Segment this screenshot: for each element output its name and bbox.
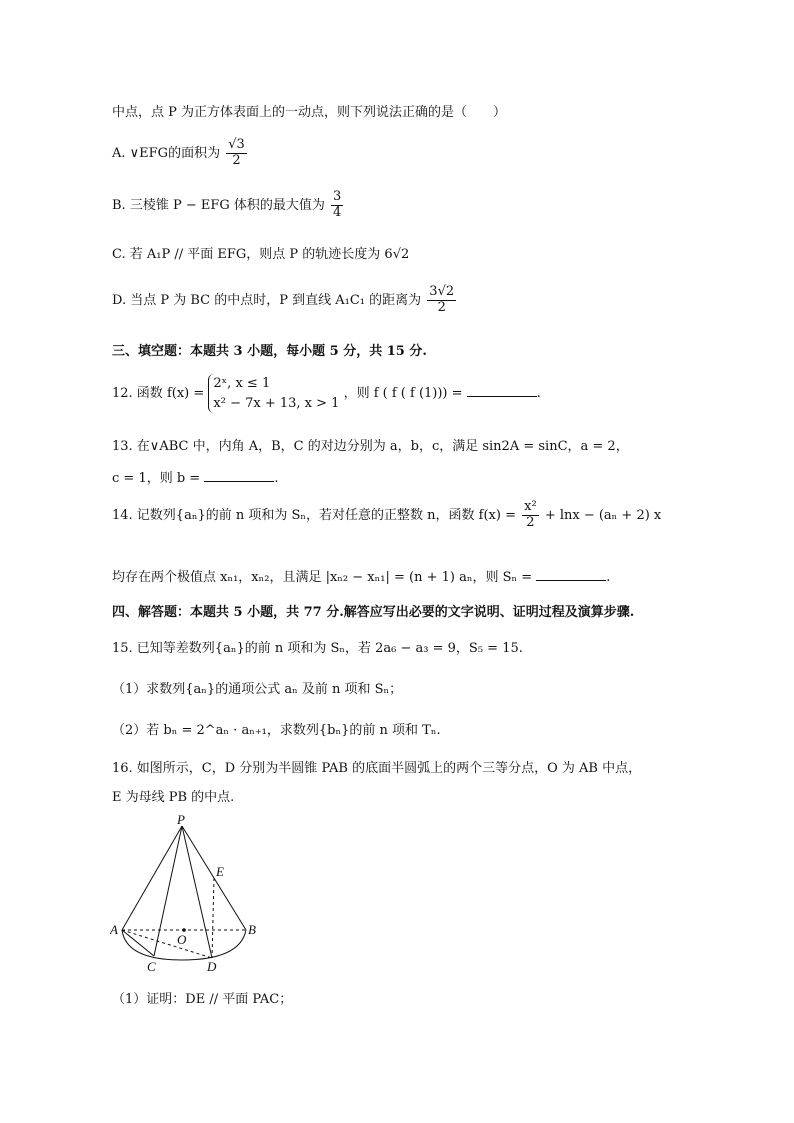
q13-line-2: c = 1，则 b = . (112, 471, 279, 486)
q11-option-a: A. ∨EFG的面积为 $\frac{√3}{2}$ (112, 137, 245, 168)
label-E: E (216, 864, 224, 879)
edge-PA (122, 826, 182, 930)
q16-part-1: （1）证明：DE // 平面 PAC； (112, 992, 293, 1007)
section-4-heading: 四、解答题：本题共 5 小题，共 77 分.解答应写出必要的文字说明、证明过程及演算步骤. (112, 605, 635, 620)
segment-AD (122, 930, 212, 958)
q15-part-2: （2）若 bₙ = 2^aₙ · aₙ₊₁，求数列{bₙ}的前 n 项和 Tₙ. (112, 723, 441, 738)
label-A: A (110, 922, 118, 937)
section-3-heading: 三、填空题：本题共 3 小题，每小题 5 分，共 15 分. (112, 344, 427, 359)
answer-blank[interactable] (467, 384, 537, 397)
option-d-fraction: $\frac{3√2}{2}$ (429, 284, 455, 315)
q14-fraction: $\frac{\text{x²}}{2}$ (524, 499, 537, 530)
q15-part-1: （1）求数列{aₙ}的通项公式 aₙ 及前 n 项和 Sₙ； (112, 682, 403, 697)
answer-blank[interactable] (536, 568, 606, 581)
label-B: B (248, 922, 256, 937)
q11-intro: 中点，点 P 为正方体表面上的一动点，则下列说法正确的是（ ） (112, 105, 507, 120)
segment-DE (212, 878, 214, 958)
edge-PD (182, 826, 212, 958)
q12: 12. 函数 f(x) = 2ˣ, x ≤ 1 x² − 7x + 13, x > 1 ，则 f ( f ( f (1))) = . (112, 374, 734, 413)
q14-line-2: 均存在两个极值点 xₙ₁，xₙ₂，且满足 |xₙ₂ − xₙ₁| = (n + 1) aₙ，则 Sₙ = . (112, 570, 611, 585)
q11-option-d: D. 当点 P 为 BC 的中点时，P 到直线 A₁C₁ 的距离为 $\frac{3√2}{2}$ (112, 284, 455, 315)
q11-option-c: C. 若 A₁P // 平面 EFG，则点 P 的轨迹长度为 6√2 (112, 247, 410, 262)
label-D: D (207, 959, 217, 974)
half-cone-figure (110, 812, 270, 980)
q14-line-1: 14. 记数列{aₙ}的前 n 项和为 Sₙ，若对任意的正整数 n，函数 f(x) = $\frac{\text{x²}}{2}$ + lnx − (aₙ + 2) x (112, 499, 662, 530)
option-a-fraction: $\frac{√3}{2}$ (228, 137, 245, 168)
piecewise-cases: 2ˣ, x ≤ 1 x² − 7x + 13, x > 1 (208, 374, 339, 413)
q15-stem: 15. 已知等差数列{aₙ}的前 n 项和为 Sₙ，若 2a₆ − a₃ = 9，S₅ = 15. (112, 641, 523, 656)
answer-blank[interactable] (204, 469, 274, 482)
q13-line-1: 13. 在∨ABC 中，内角 A，B，C 的对边分别为 a，b，c，满足 sin2A = sinC，a = 2， (112, 439, 629, 454)
label-P: P (177, 812, 185, 827)
q11-option-b: B. 三棱锥 P − EFG 体积的最大值为 $\frac{3}{4}$ (112, 189, 342, 220)
label-O: O (177, 932, 187, 947)
label-C: C (147, 959, 156, 974)
option-b-fraction: $\frac{3}{4}$ (333, 189, 342, 220)
q16-line-2: E 为母线 PB 的中点. (112, 790, 235, 805)
q16-line-1: 16. 如图所示，C，D 分别为半圆锥 PAB 的底面半圆弧上的两个三等分点，O 为 AB 中点， (112, 761, 642, 776)
